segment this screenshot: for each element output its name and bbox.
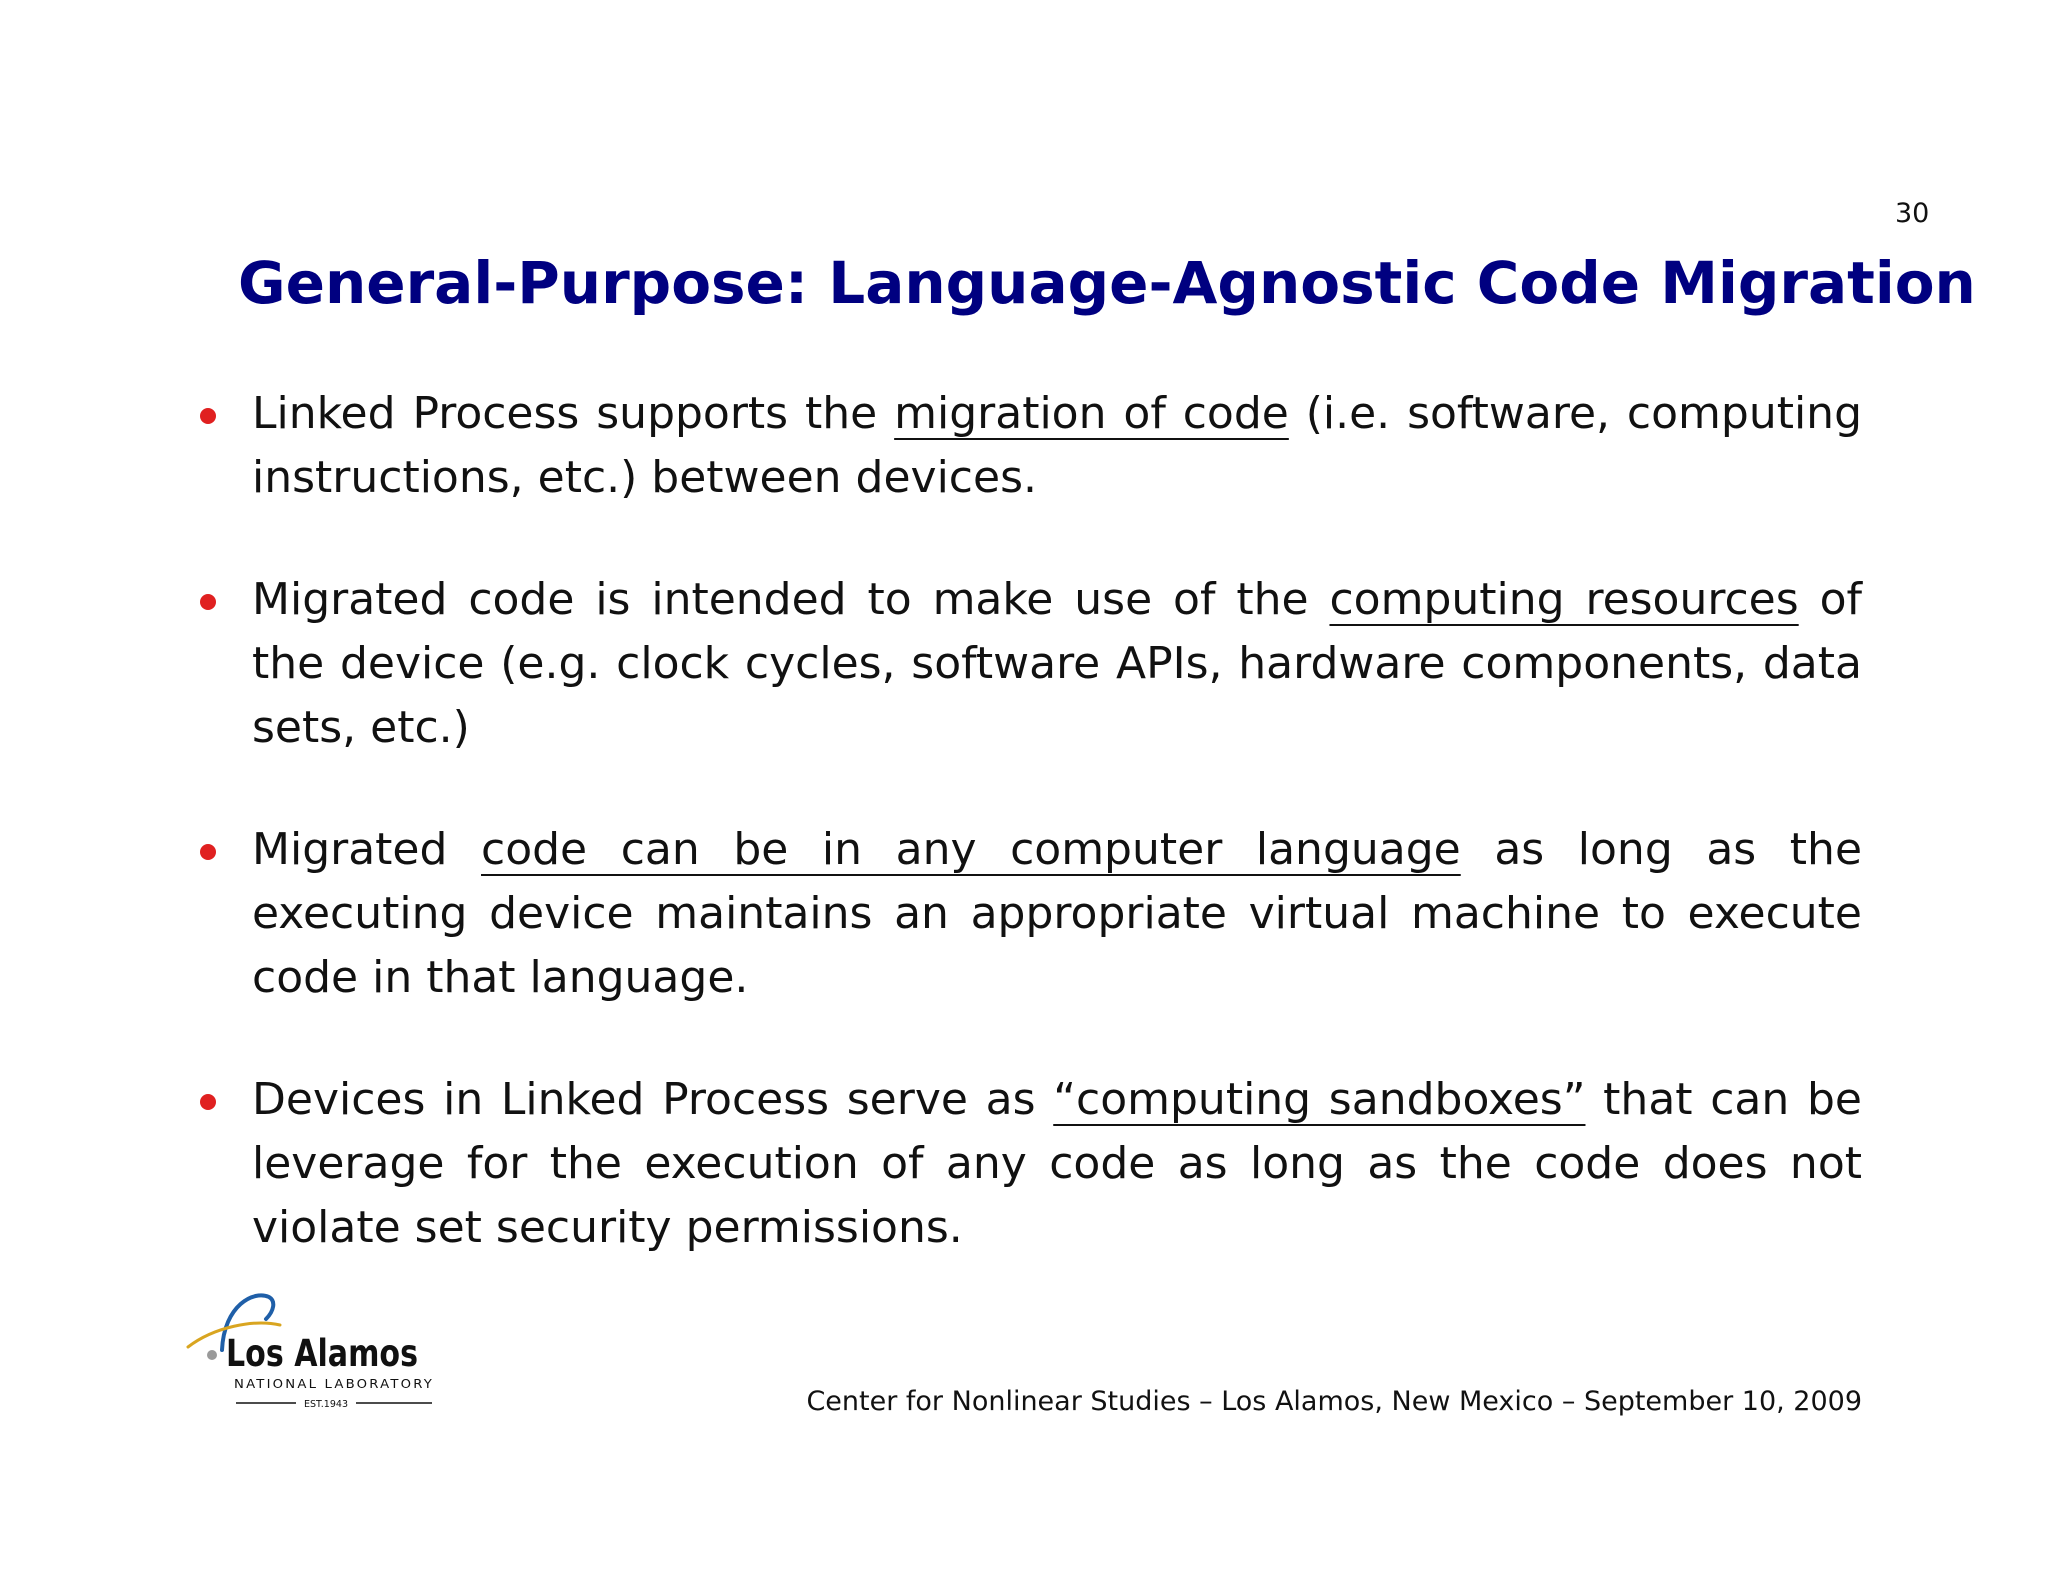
logo-wordmark: Los Alamos [226,1332,418,1375]
bullet-emphasis: “computing sandboxes” [1053,1074,1586,1125]
bullet-text-after: of the device (e.g. clock cycles, software APIs, hardware components, data sets, etc.) [252,574,1862,753]
bullet-item [200,818,1862,1010]
bullet-text-before: Devices in Linked Process serve as [252,1074,1054,1125]
bullet-emphasis: code can be in any computer language [481,824,1461,875]
los-alamos-logo [184,1285,464,1415]
bullet-emphasis: migration of code [894,388,1289,439]
bullet-emphasis: computing resources [1329,574,1799,625]
bullet-icon [200,1094,216,1110]
bullet-text-before: Migrated code is intended to make use of the [252,574,1330,625]
slide-title: General-Purpose: Language-Agnostic Code Migration [238,249,1976,317]
bullet-text-after: that can be leverage for the execution of any code as long as the code does not violate set security permissions. [252,1074,1862,1253]
logo-established: EST.1943 [304,1399,348,1410]
footer: Center for Nonlinear Studies – Los Alamos, New Mexico – September 10, 2009 [806,1386,1862,1417]
bullet-item [200,382,1862,510]
page-number: 30 [1895,198,1930,229]
bullet-text-before: Linked Process supports the [252,388,895,439]
bullet-text-after: (i.e. software, computing instructions, etc.) between devices. [252,388,1862,503]
logo-subtitle: NATIONAL LABORATORY [234,1377,434,1391]
bullet-icon [200,594,216,610]
bullet-list [200,382,1862,1318]
bullet-item [200,568,1862,760]
bullet-text-before: Migrated [252,824,482,875]
bullet-item [200,1068,1862,1260]
bullet-icon [200,408,216,424]
bullet-icon [200,844,216,860]
bullet-text-after: as long as the executing device maintains an appropriate virtual machine to execute code in that language. [252,824,1863,1003]
logo-nucleus-icon [207,1350,217,1360]
